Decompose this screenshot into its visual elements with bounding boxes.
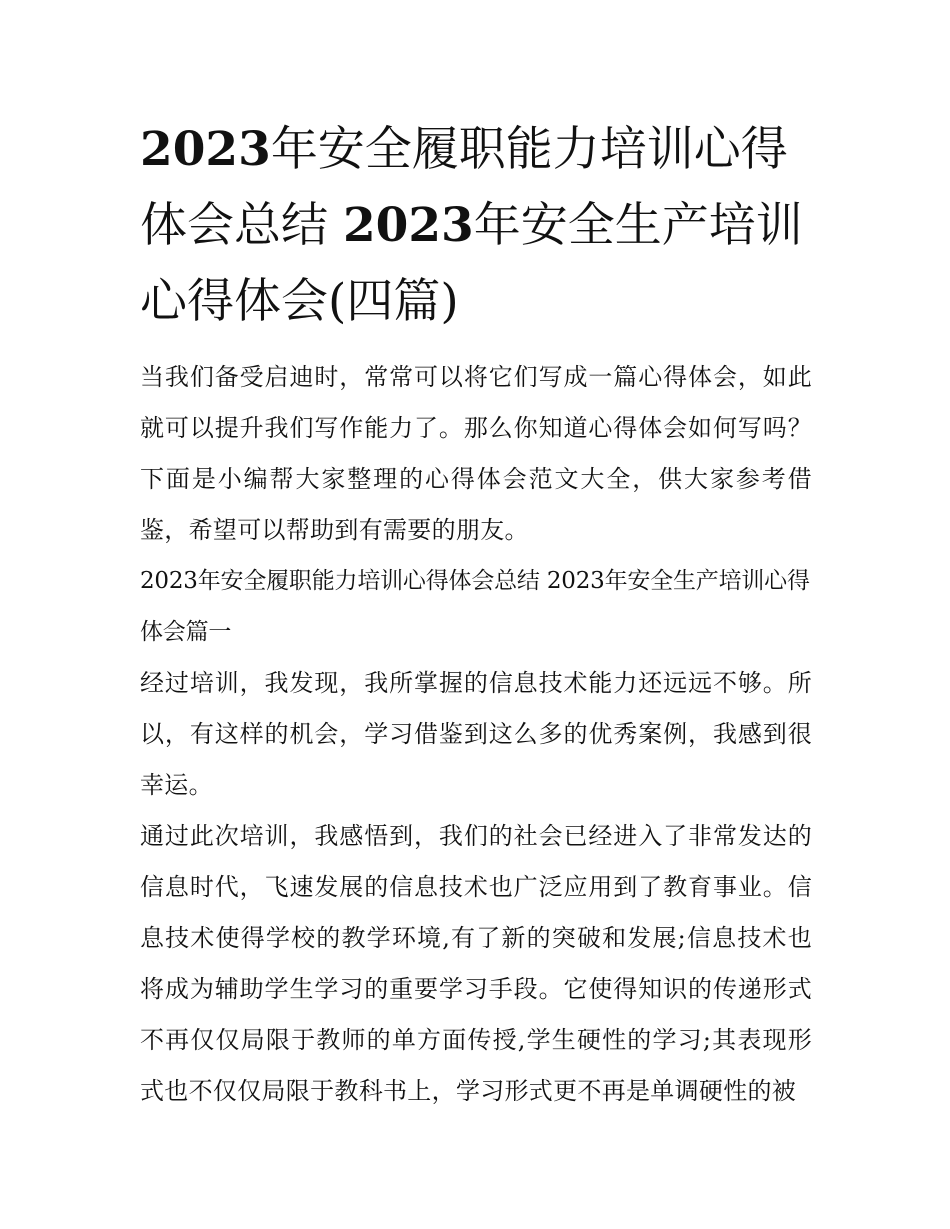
body-paragraph-1: 经过培训，我发现，我所掌握的信息技术能力还远远不够。所以，有这样的机会，学习借鉴到这么多的优秀案例，我感到很幸运。 xyxy=(140,669,812,799)
title-text-2: 年安全生产培训心得体会(四篇) xyxy=(140,198,803,329)
document-page xyxy=(140,112,812,1117)
section-heading: 2023年安全履职能力培训心得体会总结 2023年安全生产培训心得体会篇一 xyxy=(140,568,810,645)
title-year-1: 2023 xyxy=(140,122,271,177)
title-year-2: 2023 xyxy=(342,198,474,253)
body-paragraph-2: 通过此次培训，我感悟到，我们的社会已经进入了非常发达的信息时代，飞速发展的信息技术也广泛应用到了教育事业。信息技术使得学校的教学环境,有了新的突破和发展;信息技术也将成为辅助学生学习的重要学习手段。它使得知识的传递形式不再仅仅局限于教师的单方面传授,学生硬性的学习;其表现形式也不仅仅局限于教科书上，学习形式更不再是单调硬性的被 xyxy=(140,822,812,1105)
intro-paragraph: 当我们备受启迪时，常常可以将它们写成一篇心得体会，如此就可以提升我们写作能力了。那么你知道心得体会如何写吗？下面是小编帮大家整理的心得体会范文大全，供大家参考借鉴，希望可以帮助到有需要的朋友。 xyxy=(140,363,812,544)
document-title xyxy=(140,112,812,340)
title-text-1: 年安全履职能力培训心得体会总结 xyxy=(140,122,788,253)
